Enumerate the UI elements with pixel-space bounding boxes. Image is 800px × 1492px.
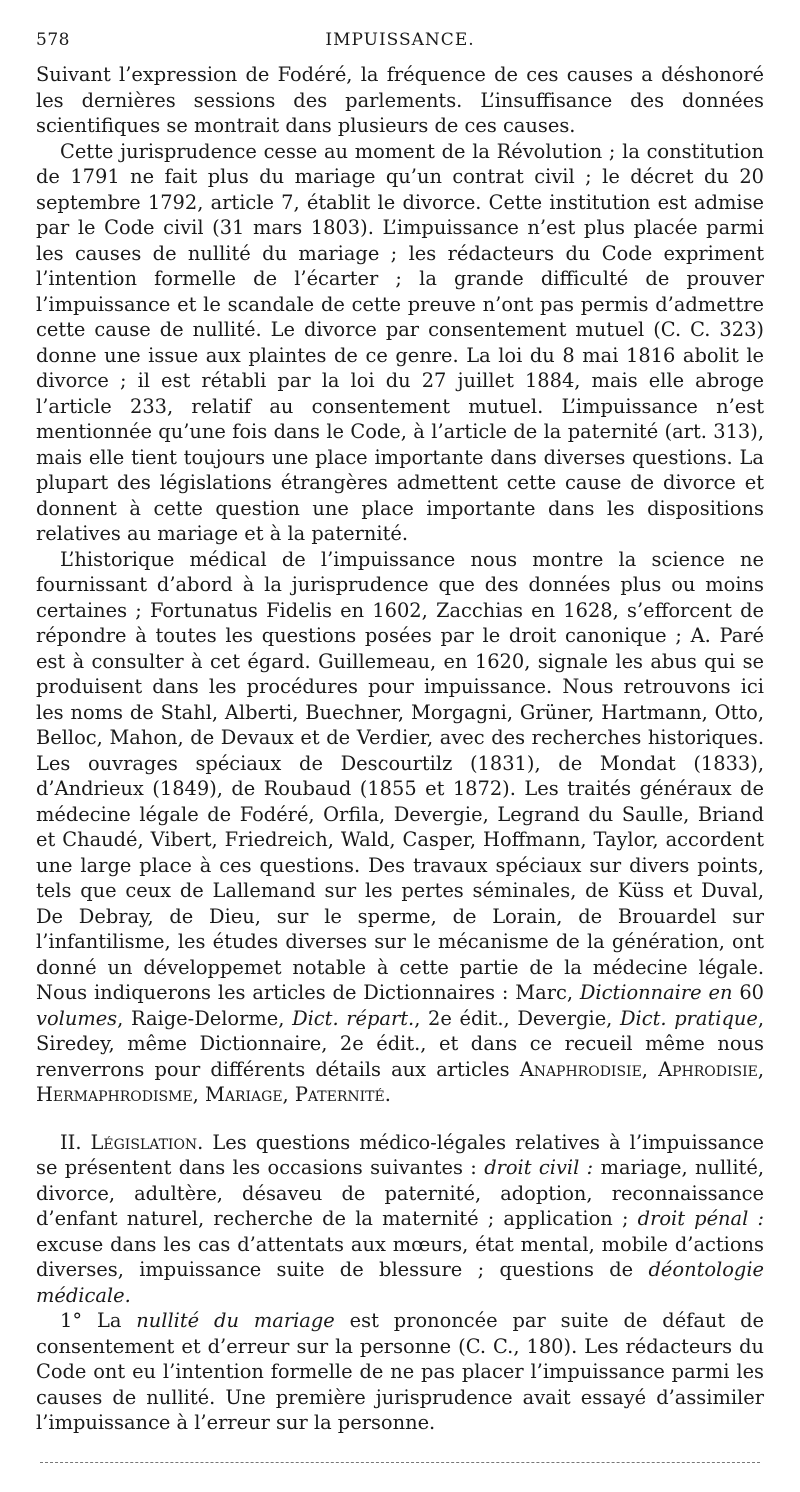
dictionary-title-3: Dict. pratique <box>620 1006 758 1030</box>
deontology-label: déontologie médicale. <box>36 1258 764 1307</box>
page-number: 578 <box>36 30 70 50</box>
paragraph-3-start: L’historique médical de l’impuissance nous montre la science ne fournissant d’abord à la jurisprudence que des données plus ou moins certaines ; Fortunatus Fidelis en 1602, Zacchias en 1628, s’efforcent de répondre à toutes les questions posées par le droit canonique ; A. Paré est à consulter à cet égard. Guillemeau, en 1620, signale les abus qui se produisent dans les procédures pour impuissance. Nous retrouvons ici les noms de Stahl, Alberti, Buechner, Morgagni, Grüner, Hartmann, Otto, Belloc, Mahon, de Devaux et de Verdier, avec des recherches historiques. Les ouvrages spéciaux de Descourtilz (1831), de Mondat (1833), d’Andrieux (1849), de Roubaud (1855 et 1872). Les traités généraux de médecine légale de Fodéré, Orfila, Devergie, Legrand du Saulle, Briand et Chaudé, Vibert, Friedreich, Wald, Casper, Hoffmann, Taylor, accordent une large place à ces questions. Des travaux spéciaux sur divers points, tels que ceux de Lallemand sur les pertes séminales, de Küss et Duval, De Debray, de Dieu, sur le sperme, de Lorain, de Brouardel sur l’infantilisme, les études diverses sur le mécanisme de la génération, ont donné un développemet notable à cette partie de la médecine légale. Nous indiquerons les articles de Dictionnaires : Marc, <box>36 547 764 1004</box>
article-references: Anaphrodisie, Aphrodisie, Hermaphrodisme, Mariage, Paternité. <box>36 1057 764 1106</box>
section-heading: II. Législation. <box>60 1130 204 1154</box>
paragraph-4-text-c: excuse dans les cas d’attentats aux mœurs, état mental, mobile d’actions diverses, impuissance suite de blessure ; questions de <box>36 1232 764 1281</box>
paragraph-3-mid-4: , Siredey, même Dictionnaire, 2e édit., et dans ce recueil même nous renverrons pour différents détails aux articles <box>36 1006 765 1081</box>
paragraph-4-text-b: mariage, nullité, divorce, adultère, désaveu de paternité, adoption, reconnaissance d’enfant naturel, recherche de la maternité ; application ; <box>36 1156 764 1230</box>
nullity-term: nullité du mariage <box>136 1309 335 1332</box>
body-text <box>36 62 764 1436</box>
paragraph-3-mid-3: , 2e édit., Devergie, <box>414 1006 621 1030</box>
footer-rule <box>40 1462 760 1463</box>
paragraph-3-mid-1: 60 <box>732 981 764 1004</box>
paragraph-3-mid-2: , Raige-Delorme, <box>117 1006 293 1030</box>
section-gap <box>36 1108 764 1130</box>
civil-law-label: droit civil : <box>484 1156 594 1179</box>
paragraph-2: Cette jurisprudence cesse au moment de la Révolution ; la constitution de 1791 ne fait plus du mariage qu’un contrat civil ; le décret du 20 septembre 1792, article 7, établit le divorce. Cette institution est admise par le Code civil (31 mars 1803). L’impuissance n’est plus placée parmi les causes de nullité du mariage ; les rédacteurs du Code expriment l’intention formelle de l’écarter ; la grande difficulté de prouver l’impuissance et le scandale de cette preuve n’ont pas permis d’admettre cette cause de nullité. Le divorce par consentement mutuel (C. C. 323) donne une issue aux plaintes de ce genre. La loi du 8 mai 1816 abolit le divorce ; il est rétabli par la loi du 27 juillet 1884, mais elle abroge l’article 233, relatif au consentement mutuel. L’impuissance n’est mentionnée qu’une fois dans le Code, à l’article de la paternité (art. 313), mais elle tient toujours une place importante dans diverses questions. La plupart des législations étrangères admettent cette cause de divorce et donnent à cette question une place importante dans les dispositions relatives au mariage et à la paternité. <box>36 139 764 545</box>
paragraph-5-text: est prononcée par suite de défaut de consentement et d’erreur sur la personne (C. C., 180). Les rédacteurs du Code ont eu l’intention formelle de ne pas placer l’impuissance parmi les causes de nullité. Une première jurisprudence avait essayé d’assimiler l’impuissance à l’erreur sur la personne. <box>36 1309 765 1434</box>
paragraph-1: Suivant l’expression de Fodéré, la fréquence de ces causes a déshonoré les dernières sessions des parlements. L’insuffisance des données scientifiques se montrait dans plusieurs de ces causes. <box>36 63 764 137</box>
paragraph-5-number: 1° La <box>60 1309 137 1332</box>
paragraph-5 <box>36 1308 764 1436</box>
dictionary-title-1: Dictionnaire en <box>579 981 733 1004</box>
paragraph-3 <box>36 547 764 1108</box>
paragraph-4 <box>36 1130 764 1309</box>
volumes-word: volumes <box>36 1006 118 1030</box>
page-header <box>36 30 764 58</box>
paragraph-4-text-a: Les questions médico-légales relatives à l’impuissance se présentent dans les occasions suivantes : <box>36 1130 764 1179</box>
penal-law-label: droit pénal : <box>637 1207 765 1230</box>
running-title: IMPUISSANCE. <box>325 30 475 50</box>
dictionary-title-2: Dict. répart. <box>292 1006 415 1030</box>
